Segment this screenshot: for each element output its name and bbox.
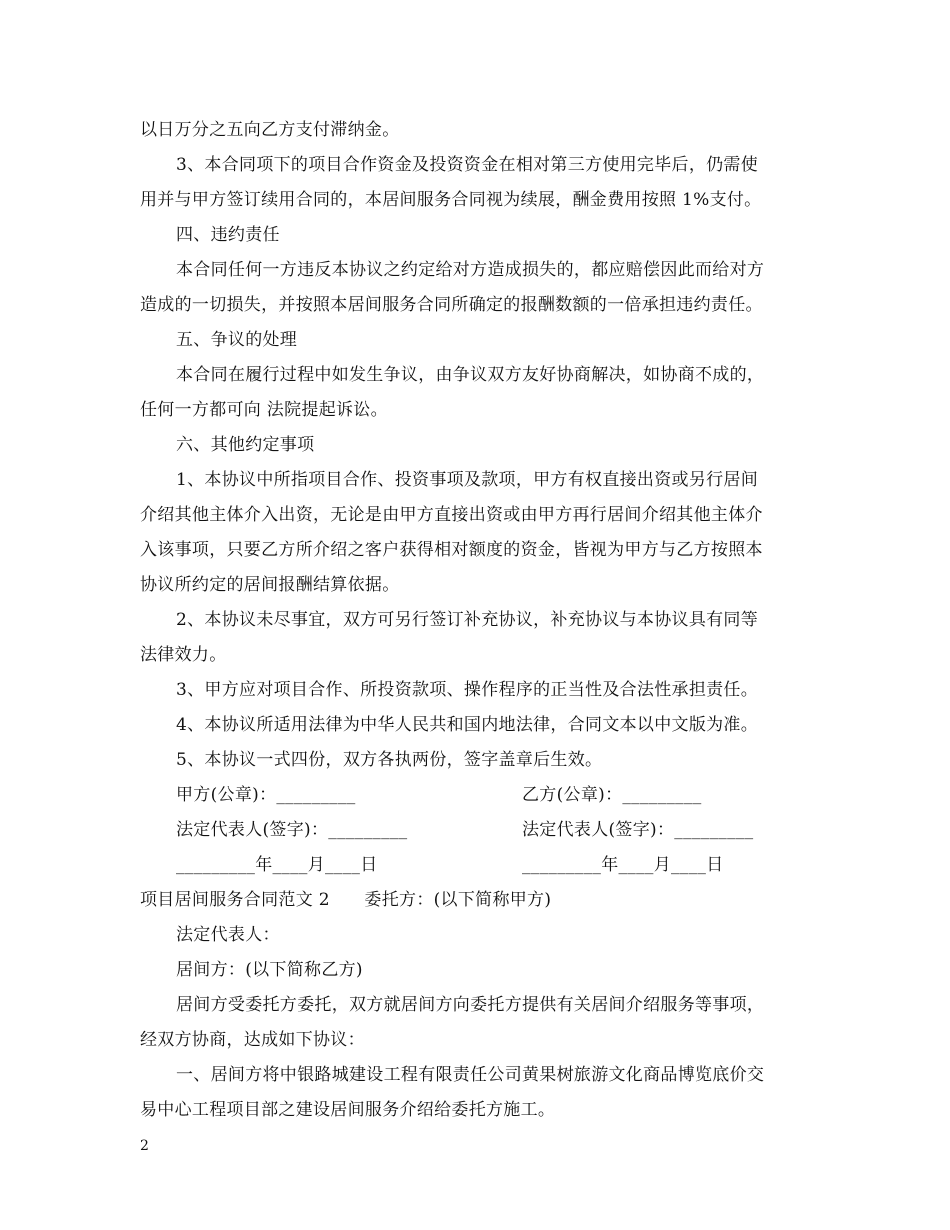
paragraph-line: 2、本协议未尽事宜，双方可另行签订补充协议，补充协议与本协议具有同等 bbox=[176, 610, 759, 630]
paragraph-line: 居间方受委托方委托，双方就居间方向委托方提供有关居间介绍服务等事项， bbox=[176, 995, 765, 1015]
paragraph-line: 介绍其他主体介入出资，无论是由甲方直接出资或由甲方再行居间介绍其他主体介 bbox=[140, 505, 763, 525]
paragraph-line: 5、本协议一式四份，双方各执两份，签字盖章后生效。 bbox=[176, 750, 603, 770]
paragraph-line: 本合同在履行过程中如发生争议，由争议双方友好协商解决，如协商不成的， bbox=[176, 365, 765, 385]
section-heading: 四、违约责任 bbox=[176, 225, 280, 245]
paragraph-line: 法定代表人： bbox=[176, 925, 280, 945]
party-a-rep-field: 法定代表人(签字)：_________ bbox=[176, 820, 408, 840]
paragraph-line: 造成的一切损失，并按照本居间服务合同所确定的报酬数额的一倍承担违约责任。 bbox=[140, 295, 763, 315]
paragraph-line: 本合同任何一方违反本协议之约定给对方造成损失的，都应赔偿因此而给对方 bbox=[176, 260, 765, 280]
section-heading: 六、其他约定事项 bbox=[176, 435, 315, 455]
paragraph-line: 入该事项，只要乙方所介绍之客户获得相对额度的资金，皆视为甲方与乙方按照本 bbox=[140, 540, 763, 560]
section-heading: 五、争议的处理 bbox=[176, 330, 298, 350]
party-b-date-field: _________年____月____日 bbox=[522, 855, 724, 875]
paragraph-line: 协议所约定的居间报酬结算依据。 bbox=[140, 575, 400, 595]
party-a-date-field: _________年____月____日 bbox=[176, 855, 378, 875]
paragraph-line: 用并与甲方签订续用合同的，本居间服务合同视为续展，酬金费用按照 1%支付。 bbox=[140, 190, 762, 210]
paragraph-line: 经双方协商，达成如下协议： bbox=[140, 1030, 365, 1050]
paragraph-line: 3、本合同项下的项目合作资金及投资资金在相对第三方使用完毕后，仍需使 bbox=[176, 155, 759, 175]
paragraph-line: 任何一方都可向 法院提起诉讼。 bbox=[140, 400, 388, 420]
paragraph-line: 1、本协议中所指项目合作、投资事项及款项，甲方有权直接出资或另行居间 bbox=[176, 470, 759, 490]
party-a-seal-field: 甲方(公章)：_________ bbox=[176, 785, 356, 805]
party-b-rep-field: 法定代表人(签字)：_________ bbox=[522, 820, 754, 840]
paragraph-line: 易中心工程项目部之建设居间服务介绍给委托方施工。 bbox=[140, 1100, 556, 1120]
paragraph-line: 项目居间服务合同范文 2 委托方：(以下简称甲方) bbox=[140, 890, 552, 910]
paragraph-line: 法律效力。 bbox=[140, 645, 227, 665]
paragraph-line: 居间方：(以下简称乙方) bbox=[176, 960, 363, 980]
paragraph-line: 3、甲方应对项目合作、所投资款项、操作程序的正当性及合法性承担责任。 bbox=[176, 680, 759, 700]
paragraph-line: 以日万分之五向乙方支付滞纳金。 bbox=[140, 120, 400, 140]
party-b-seal-field: 乙方(公章)：_________ bbox=[522, 785, 702, 805]
paragraph-line: 4、本协议所适用法律为中华人民共和国内地法律，合同文本以中文版为准。 bbox=[176, 715, 759, 735]
page-number: 2 bbox=[140, 1138, 149, 1154]
paragraph-line: 一、居间方将中银路城建设工程有限责任公司黄果树旅游文化商品博览底价交 bbox=[176, 1065, 765, 1085]
